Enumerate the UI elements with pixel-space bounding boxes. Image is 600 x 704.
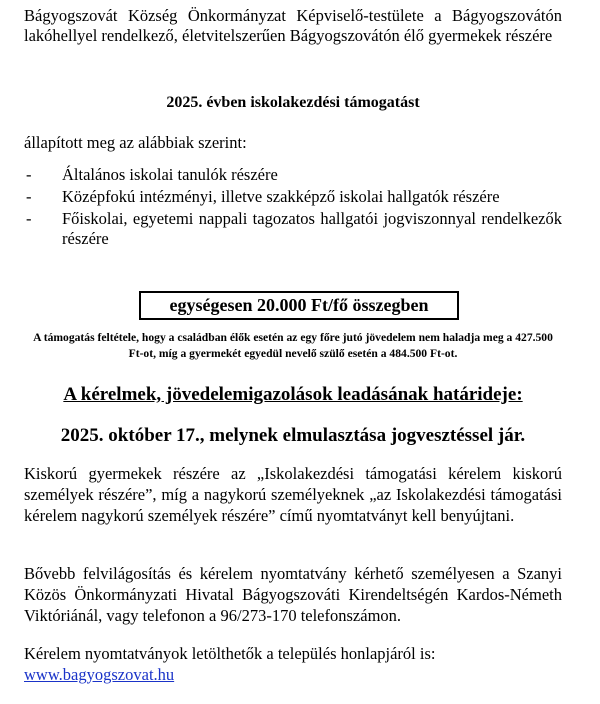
download-text: Kérelem nyomtatványok letölthetők a település honlapjáról is: [24, 644, 436, 663]
list-item [24, 209, 562, 249]
list-item [24, 165, 562, 185]
list-item-text: Főiskolai, egyetemi nappali tagozatos hallgatói jogviszonnyal rendelkezők részére [62, 209, 562, 248]
list-item-text: Általános iskolai tanulók részére [62, 165, 278, 184]
list-dash: - [26, 165, 32, 184]
deadline-date: 2025. október 17., melynek elmulasztása jogvesztéssel jár. [60, 425, 526, 446]
amount-box [139, 291, 459, 320]
condition-note: A támogatás feltétele, hogy a családban élők esetén az egy főre jutó jövedelem nem haladja meg a 427.500 Ft-ot, míg a gyermekét egyedül nevelő szülő esetén a 484.500 Ft-ot. [33, 331, 553, 360]
amount-text: egységesen 20.000 Ft/fő összegben [169, 295, 429, 315]
list-dash: - [26, 209, 32, 228]
website-link[interactable]: www.bagyogszovat.hu [24, 665, 175, 684]
year-title: 2025. évben iskolakezdési támogatást [166, 94, 420, 111]
download-block [24, 643, 562, 685]
list-dash: - [26, 187, 32, 206]
decided-line: állapított meg az alábbiak szerint: [24, 133, 247, 152]
eligible-groups-list [24, 165, 562, 251]
forms-paragraph: Kiskorú gyermekek részére az „Iskolakezdési támogatási kérelem kiskorú személyek részére”, míg a nagykorú személyeknek „az Iskolakezdési támogatási kérelem nagykorú személyek részére” című nyomtatványt kell benyújtani. [24, 464, 562, 525]
list-item-text: Középfokú intézményi, illetve szakképző iskolai hallgatók részére [62, 187, 500, 206]
intro-paragraph: Bágyogszovát Község Önkormányzat Képviselő-testülete a Bágyogszovátón lakóhellyel rendelkező, életvitelszerűen Bágyogszovátón élő gyermekek részére [24, 6, 562, 45]
list-item [24, 187, 562, 207]
deadline-heading: A kérelmek, jövedelemigazolások leadásának határideje: [63, 384, 523, 405]
info-paragraph: Bővebb felvilágosítás és kérelem nyomtatvány kérhető személyesen a Szanyi Közös Önkormányzati Hivatal Bágyogszováti Kirendeltségén Kardos-Németh Viktóriánál, vagy telefonon a 96/273-170 telefonszámon. [24, 564, 562, 625]
